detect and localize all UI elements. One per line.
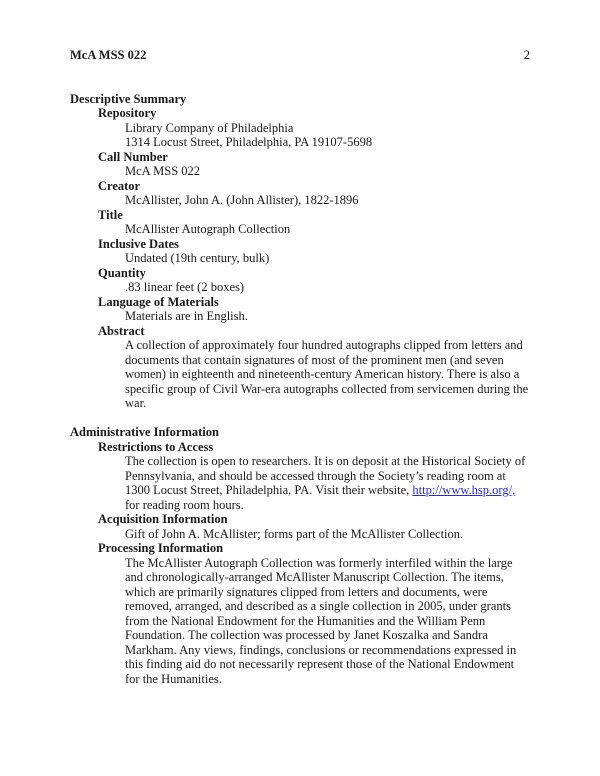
- field-value: The McAllister Autograph Collection was formerly interfiled within the large and chronologically-arranged McAllister Manuscript Collection. The items, which are primarily signatures clipped from letters and documents, were removed, arranged, and described as a single collection in 2005, under grants from the National Endowment for the Humanities and the William Penn Foundation. The collection was processed by Janet Koszalka and Sandra Markham. Any views, findings, conclusions or recommendations expressed in this finding aid do not necessarily represent those of the National Endowment for the Humanities.: [125, 555, 517, 686]
- page-number: 2: [523, 48, 530, 62]
- field-value: 1314 Locust Street, Philadelphia, PA 19107-5698: [125, 135, 373, 149]
- field-creator: [70, 179, 530, 208]
- field-processing-information: [70, 541, 530, 686]
- field-value: Materials are in English.: [125, 309, 248, 323]
- administrative-information-heading: Administrative Information: [70, 425, 219, 439]
- field-label: Acquisition Information: [98, 512, 228, 526]
- field-abstract: [70, 324, 530, 411]
- field-restrictions-to-access: [70, 440, 530, 513]
- field-value: Gift of John A. McAllister; forms part of the McAllister Collection.: [125, 526, 464, 541]
- descriptive-summary-section: [70, 92, 530, 411]
- field-quantity: [70, 266, 530, 295]
- page-header: [70, 48, 530, 63]
- field-title: [70, 208, 530, 237]
- field-label: Abstract: [98, 323, 145, 338]
- field-value: A collection of approximately four hundred autographs clipped from letters and documents that contain signatures of most of the prominent men (and seven women) in eighteenth and nineteenth-century American history. There is also a specific group of Civil War-era autographs collected from servicemen during the war.: [125, 338, 529, 410]
- field-value: McAllister, John A. (John Allister), 1822-1896: [125, 193, 359, 207]
- field-value: .83 linear feet (2 boxes): [125, 280, 245, 294]
- field-inclusive-dates: [70, 237, 530, 266]
- field-label: Processing Information: [98, 541, 224, 555]
- field-value: [125, 454, 530, 512]
- field-label: Inclusive Dates: [98, 236, 179, 251]
- restrictions-text-before-link: The collection is open to researchers. It is on deposit at the Historical Society of Pennsylvania, and should be accessed through the Society’s reading room at 1300 Locust Street, Philadelphia, PA. Visit their website,: [125, 454, 526, 497]
- restrictions-text-after-link: for reading room hours.: [125, 497, 244, 512]
- field-label: Call Number: [98, 149, 168, 164]
- field-acquisition-information: [70, 512, 530, 541]
- field-call-number: [70, 150, 530, 179]
- field-value: Undated (19th century, bulk): [125, 251, 270, 265]
- field-label: Creator: [98, 178, 141, 193]
- field-label: Quantity: [98, 265, 146, 280]
- header-collection-id: McA MSS 022: [70, 48, 147, 62]
- field-value: Library Company of Philadelphia: [125, 120, 294, 135]
- descriptive-summary-heading: Descriptive Summary: [70, 91, 187, 106]
- field-label: Language of Materials: [98, 294, 219, 309]
- field-language-of-materials: [70, 295, 530, 324]
- field-label: Title: [98, 207, 123, 222]
- field-label: Repository: [98, 106, 157, 120]
- field-value: McA MSS 022: [125, 164, 201, 178]
- field-value: McAllister Autograph Collection: [125, 222, 291, 236]
- field-repository: [70, 106, 530, 150]
- administrative-information-section: [70, 425, 530, 686]
- hsp-website-link[interactable]: http://www.hsp.org/,: [412, 483, 516, 497]
- field-label: Restrictions to Access: [98, 439, 214, 454]
